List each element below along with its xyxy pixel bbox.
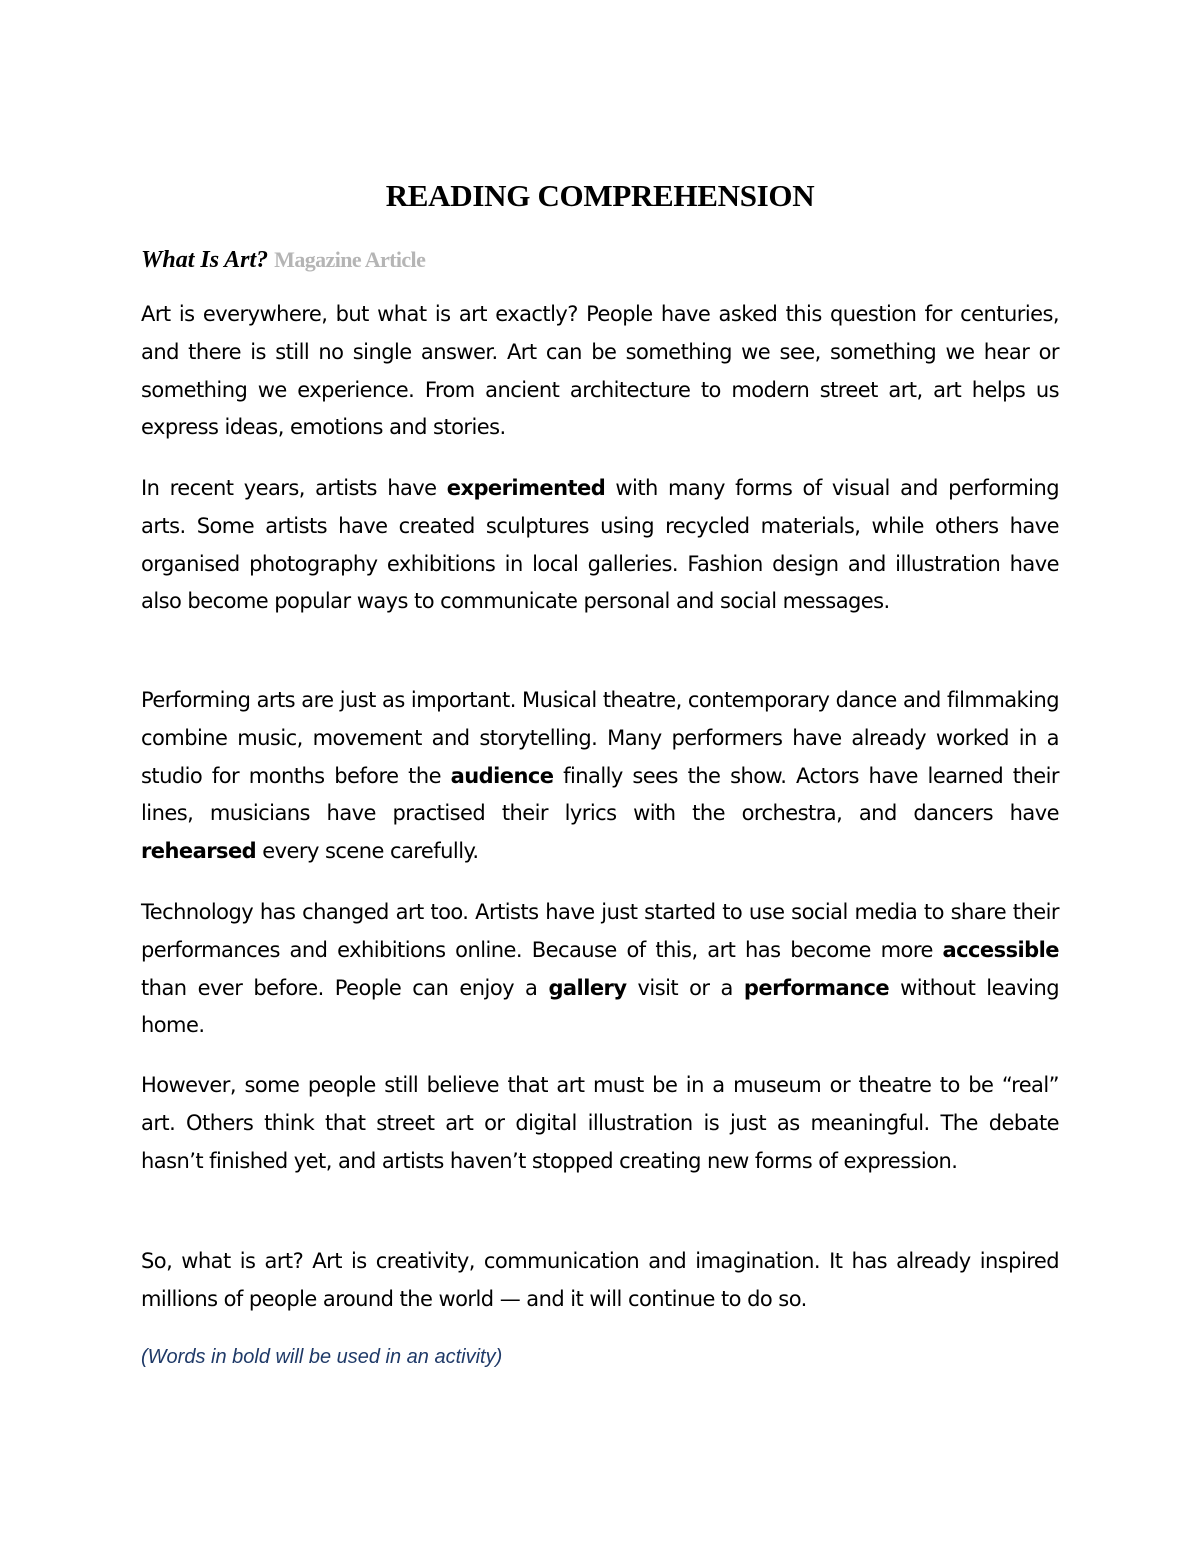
paragraph-text: without leaving home. [141,975,1059,1038]
paragraph-2 [141,470,1059,621]
article-title: What Is Art? [141,247,269,273]
paragraph-4 [141,894,1059,1045]
paragraph-text: visit or a [626,975,744,1000]
paragraph-text: However, some people still believe that art must be in a museum or theatre to be “real” art. Others think that street art or digital illustration is just as meaningful. The debate hasn’t finished yet, and artists haven’t stopped creating new forms of expression. [141,1073,1059,1173]
paragraph-text: Art is everywhere, but what is art exactly? People have asked this question for centuries, and there is still no single answer. Art can be something we see, something we hear or something we experience. From ancient architecture to modern street art, art helps us express ideas, emotions and stories. [141,302,1059,440]
paragraph-text: In recent years, artists have [141,476,447,500]
paragraph-text: with many forms of visual and performing arts. Some artists have created sculptures using recycled materials, while others have organised photography exhibitions in local galleries. Fashion design and illustration have also become popular ways to communicate personal and social messages. [141,476,1059,614]
paragraph-text: every scene carefully. [256,839,479,864]
paragraph-text: So, what is art? Art is creativity, communication and imagination. It has already inspired millions of people around the world — and it will continue to do so. [141,1249,1059,1311]
bold-keyword: gallery [548,975,627,1000]
paragraph-text: than ever before. People can enjoy a [141,975,549,1000]
paragraph-text: finally sees the show. Actors have learned their lines, musicians have practised their lyrics with the orchestra, and dancers have [141,763,1059,826]
article-type-label: Magazine Article [274,247,426,272]
bold-keyword: performance [743,975,890,1000]
paragraph-text: Performing arts are just as important. Musical theatre, contemporary dance and filmmaking combine music, movement and storytelling. Many performers have already worked in a studio for months before the [141,688,1059,788]
bold-keyword: rehearsed [141,839,257,864]
bold-keyword: experimented [446,476,606,500]
activity-note: (Words in bold will be used in an activity) [141,1346,503,1368]
paragraph-text: Technology has changed art too. Artists have just started to use social media to share their performances and exhibitions online. Because of this, art has become more [141,900,1059,962]
article-heading [141,243,425,277]
paragraph-1 [141,296,1059,447]
bold-keyword: accessible [942,937,1059,962]
paragraph-6 [141,1243,1059,1319]
document-title: READING COMPREHENSION [385,178,815,213]
bold-keyword: audience [450,763,554,788]
paragraph-5 [141,1067,1059,1180]
paragraph-3 [141,682,1059,871]
